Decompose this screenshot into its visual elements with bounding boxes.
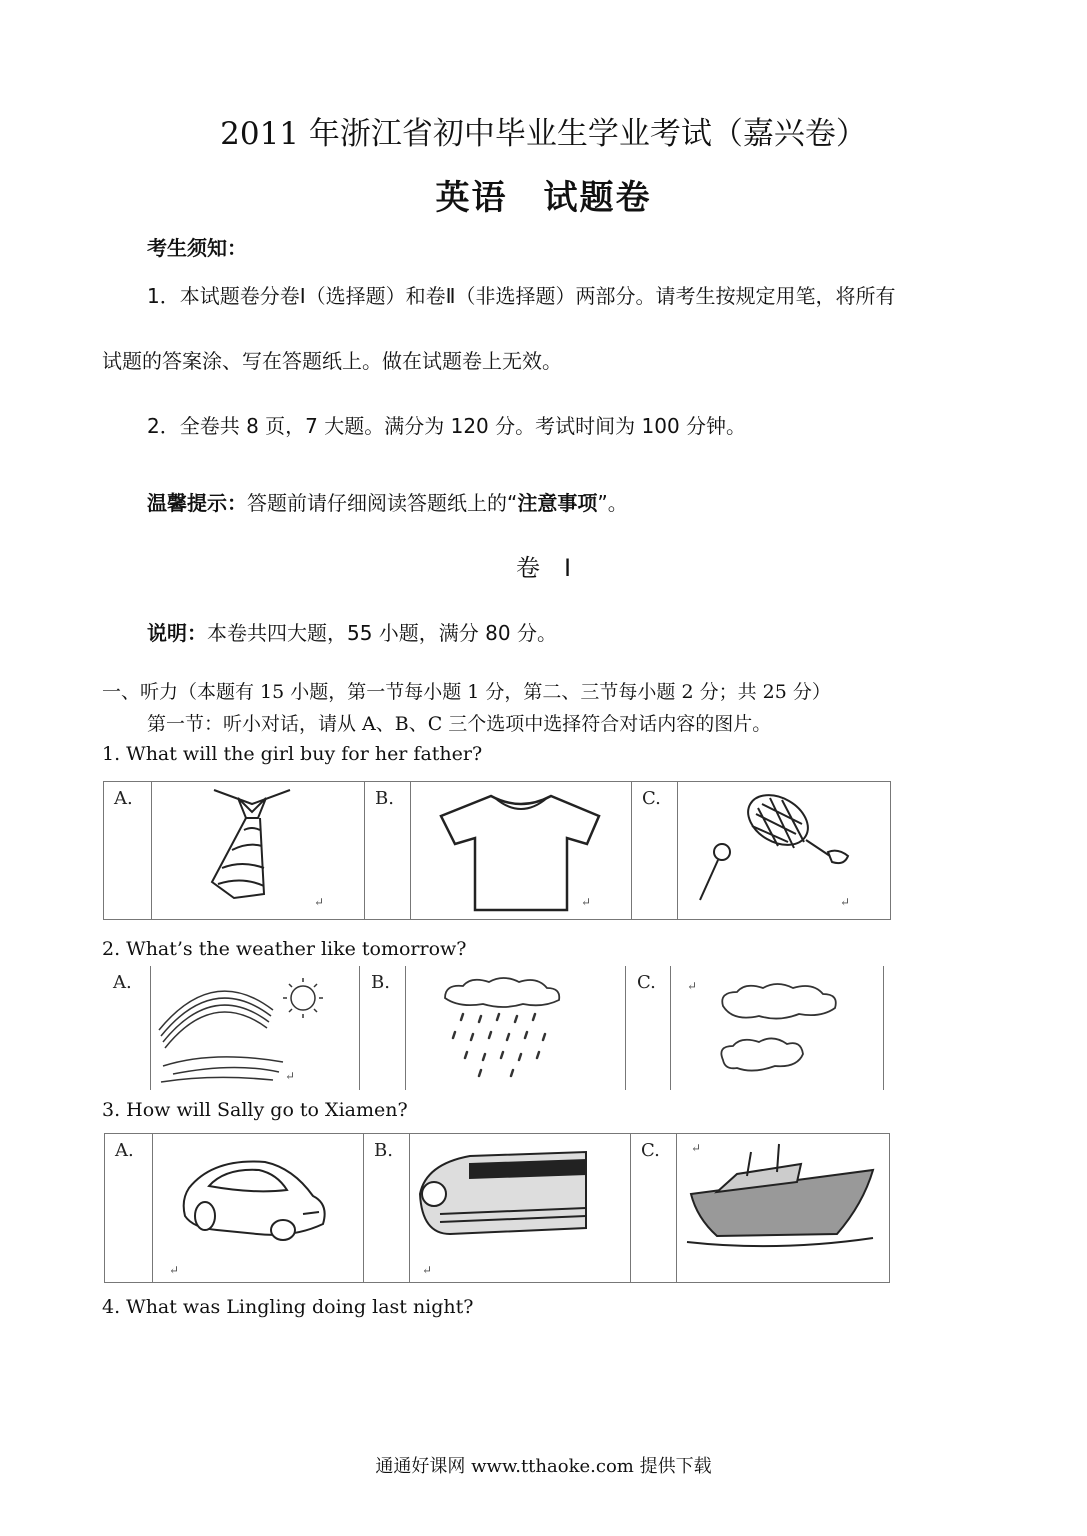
notice-item-1-cont: 试题的答案涂、写在答题纸上。做在试题卷上无效。 xyxy=(102,349,562,373)
question-3-options xyxy=(104,1133,890,1283)
option-b-label-cell xyxy=(364,1134,410,1283)
volume-heading: 卷 Ⅰ xyxy=(515,554,572,582)
volume-note-text: 本卷共四大题，55 小题，满分 80 分。 xyxy=(207,621,557,645)
necktie-icon xyxy=(152,782,364,919)
tip xyxy=(147,487,628,516)
option-c-label: C. xyxy=(642,788,661,809)
ship-icon xyxy=(677,1134,889,1282)
option-c-label: C. xyxy=(641,1140,660,1161)
sunny-rainbow-icon[interactable] xyxy=(153,970,353,1088)
return-mark: ↵ xyxy=(691,1141,702,1155)
option-c-label-cell xyxy=(632,782,678,920)
notice-heading: 考生须知： xyxy=(147,236,247,260)
train-icon xyxy=(410,1134,630,1282)
option-a-image-cell[interactable] xyxy=(153,1134,364,1283)
exam-subtitle: 英语 试题卷 xyxy=(435,178,652,218)
option-c-label-cell xyxy=(631,1134,677,1283)
question-1: 1. What will the girl buy for her father? xyxy=(102,743,483,765)
option-c-image-cell[interactable] xyxy=(677,1134,890,1283)
volume-note xyxy=(147,617,557,646)
option-a-image-cell[interactable] xyxy=(152,782,365,920)
section-1-title: 一、听力（本题有 15 小题，第一节每小题 1 分，第二、三节每小题 2 分；共 25 分） xyxy=(102,681,831,703)
rain-icon xyxy=(433,974,613,1086)
return-mark: ↵ xyxy=(285,1069,296,1083)
tip-end: ”。 xyxy=(597,491,628,515)
cloudy-icon xyxy=(687,974,883,1086)
tennis-racket-icon xyxy=(678,782,890,919)
notice-item-1: 1．本试题卷分卷Ⅰ（选择题）和卷Ⅱ（非选择题）两部分。请考生按规定用笔，将所有 xyxy=(147,284,896,308)
option-c-label: C. xyxy=(637,972,656,993)
option-b-image-cell[interactable] xyxy=(411,782,632,920)
option-b-label: B. xyxy=(375,788,394,809)
return-mark: ↵ xyxy=(687,979,698,993)
notice-item-2: 2．全卷共 8 页，7 大题。满分为 120 分。考试时间为 100 分钟。 xyxy=(147,414,747,438)
question-2-options xyxy=(103,966,888,1090)
return-mark: ↵ xyxy=(422,1263,433,1277)
option-a-label: A. xyxy=(114,788,133,809)
return-mark: ↵ xyxy=(839,895,850,909)
car-icon xyxy=(153,1134,363,1282)
tip-text: 答题前请仔细阅读答题纸上的“ xyxy=(247,491,518,515)
option-b-label: B. xyxy=(374,1140,393,1161)
question-1-options xyxy=(103,781,891,920)
question-3: 3. How will Sally go to Xiamen? xyxy=(102,1099,408,1121)
option-a-label-cell xyxy=(104,782,152,920)
option-b-image-cell[interactable] xyxy=(410,1134,631,1283)
tip-bold: 注意事项 xyxy=(517,491,598,515)
return-mark: ↵ xyxy=(580,895,591,909)
t-shirt-icon xyxy=(411,782,631,919)
section-1-part-1: 第一节：听小对话，请从 A、B、C 三个选项中选择符合对话内容的图片。 xyxy=(147,713,772,735)
option-a-label: A. xyxy=(113,972,132,993)
return-mark: ↵ xyxy=(169,1263,180,1277)
exam-title: 2011 年浙江省初中毕业生学业考试（嘉兴卷） xyxy=(220,116,867,152)
footer-source: 通通好课网 www.tthaoke.com 提供下载 xyxy=(375,1456,712,1477)
option-a-label: A. xyxy=(115,1140,134,1161)
tip-label: 温馨提示： xyxy=(147,491,247,515)
return-mark: ↵ xyxy=(313,895,324,909)
option-c-image-cell[interactable] xyxy=(678,782,891,920)
volume-note-label: 说明： xyxy=(147,621,207,645)
option-b-label-cell xyxy=(365,782,411,920)
option-b-label: B. xyxy=(371,972,390,993)
question-4: 4. What was Lingling doing last night? xyxy=(102,1296,474,1318)
option-a-label-cell xyxy=(105,1134,153,1283)
question-2: 2. What’s the weather like tomorrow? xyxy=(102,938,467,960)
